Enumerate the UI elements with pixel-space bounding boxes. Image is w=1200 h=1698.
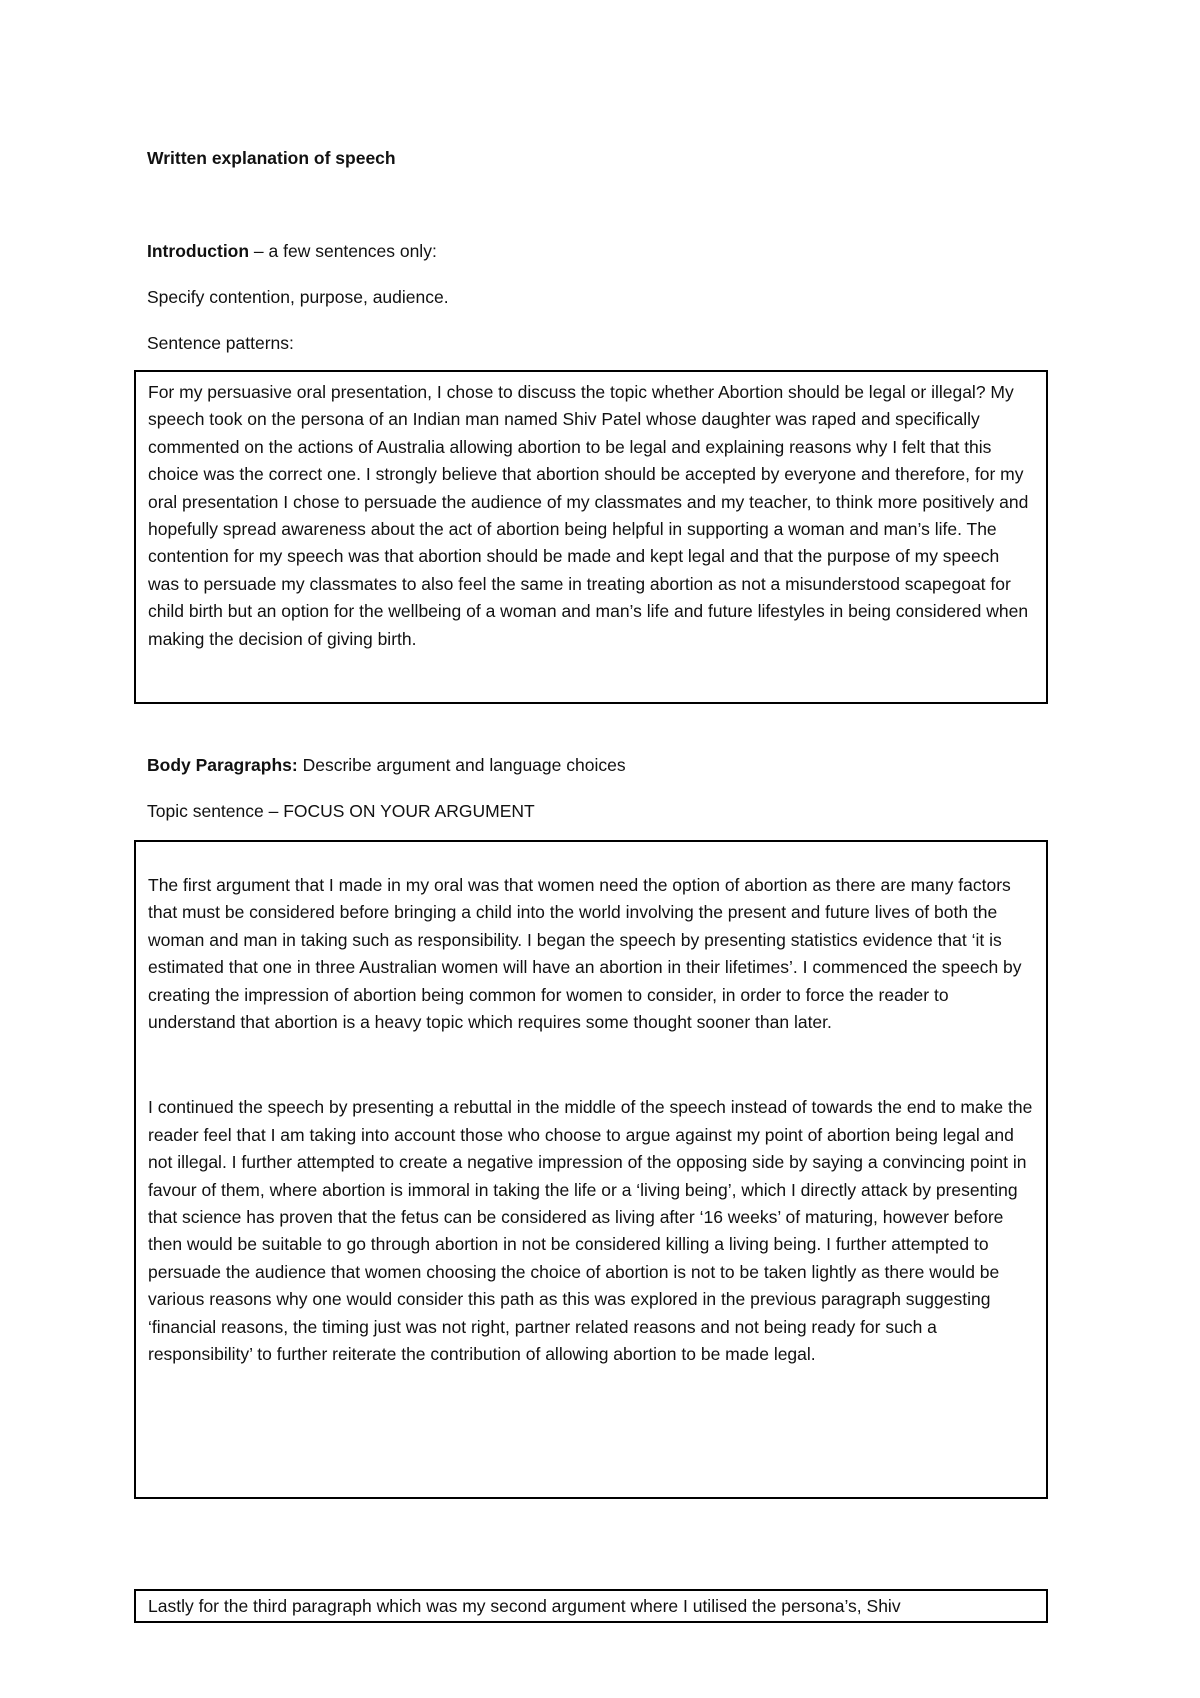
body-topic-sentence: Topic sentence – FOCUS ON YOUR ARGUMENT: [147, 801, 535, 821]
body-instruction: [147, 755, 626, 776]
page-heading: Written explanation of speech: [147, 148, 396, 168]
third-paragraph-text: Lastly for the third paragraph which was my second argument where I utilised the persona’s, Shiv: [148, 1596, 901, 1616]
body-paragraph-2: I continued the speech by presenting a rebuttal in the middle of the speech instead of towards the end to make the reader feel that I am taking into account those who choose to argue against my point of abortion being legal and not illegal. I further attempted to create a negative impression of the opposing side by saying a convincing point in favour of them, where abortion is immoral in taking the life or a ‘living being’, which I directly attack by presenting that science has proven that the fetus can be considered as living after ‘16 weeks’ of maturing, however before then would be suitable to go through abortion in not be considered killing a living being. I further attempted to persuade the audience that women choosing the choice of abortion is not to be taken lightly as there would be various reasons why one would consider this path as this was explored in the previous paragraph suggesting ‘financial reasons, the timing just was not right, partner related reasons and not being ready for such a responsibility’ to further reiterate the contribution of allowing abortion to be made legal.: [148, 1097, 1033, 1365]
body-paragraph-1: The first argument that I made in my oral was that women need the option of abortion as there are many factors that must be considered before bringing a child into the world involving the present and future lives of both the woman and man in taking such as responsibility. I began the speech by presenting statistics evidence that ‘it is estimated that one in three Australian women will have an abortion in their lifetimes’. I commenced the speech by creating the impression of abortion being common for women to consider, in order to force the reader to understand that abortion is a heavy topic which requires some thought sooner than later.: [148, 875, 1022, 1033]
intro-instruction: [147, 241, 437, 262]
intro-answer-box: [134, 370, 1048, 704]
body-answer-box: [134, 840, 1048, 1499]
body-label: Body Paragraphs:: [147, 755, 298, 775]
intro-label: Introduction: [147, 241, 250, 261]
intro-label-rest: – a few sentences only:: [249, 241, 437, 261]
intro-specify: Specify contention, purpose, audience.: [147, 287, 449, 307]
third-paragraph-box: [134, 1589, 1048, 1623]
intro-answer-text: For my persuasive oral presentation, I chose to discuss the topic whether Abortion should be legal or illegal? My speech took on the persona of an Indian man named Shiv Patel whose daughter was raped and specifically commented on the actions of Australia allowing abortion to be legal and explaining reasons why I felt that this choice was the correct one. I strongly believe that abortion should be accepted by everyone and therefore, for my oral presentation I chose to persuade the audience of my classmates and my teacher, to think more positively and hopefully spread awareness about the act of abortion being helpful in supporting a woman and man’s life. The contention for my speech was that abortion should be made and kept legal and that the purpose of my speech was to persuade my classmates to also feel the same in treating abortion as not a misunderstood scapegoat for child birth but an option for the wellbeing of a woman and man’s life and future lifestyles in being considered when making the decision of giving birth.: [148, 382, 1029, 649]
intro-sentence-patterns: Sentence patterns:: [147, 333, 294, 353]
body-label-rest: Describe argument and language choices: [297, 755, 626, 775]
